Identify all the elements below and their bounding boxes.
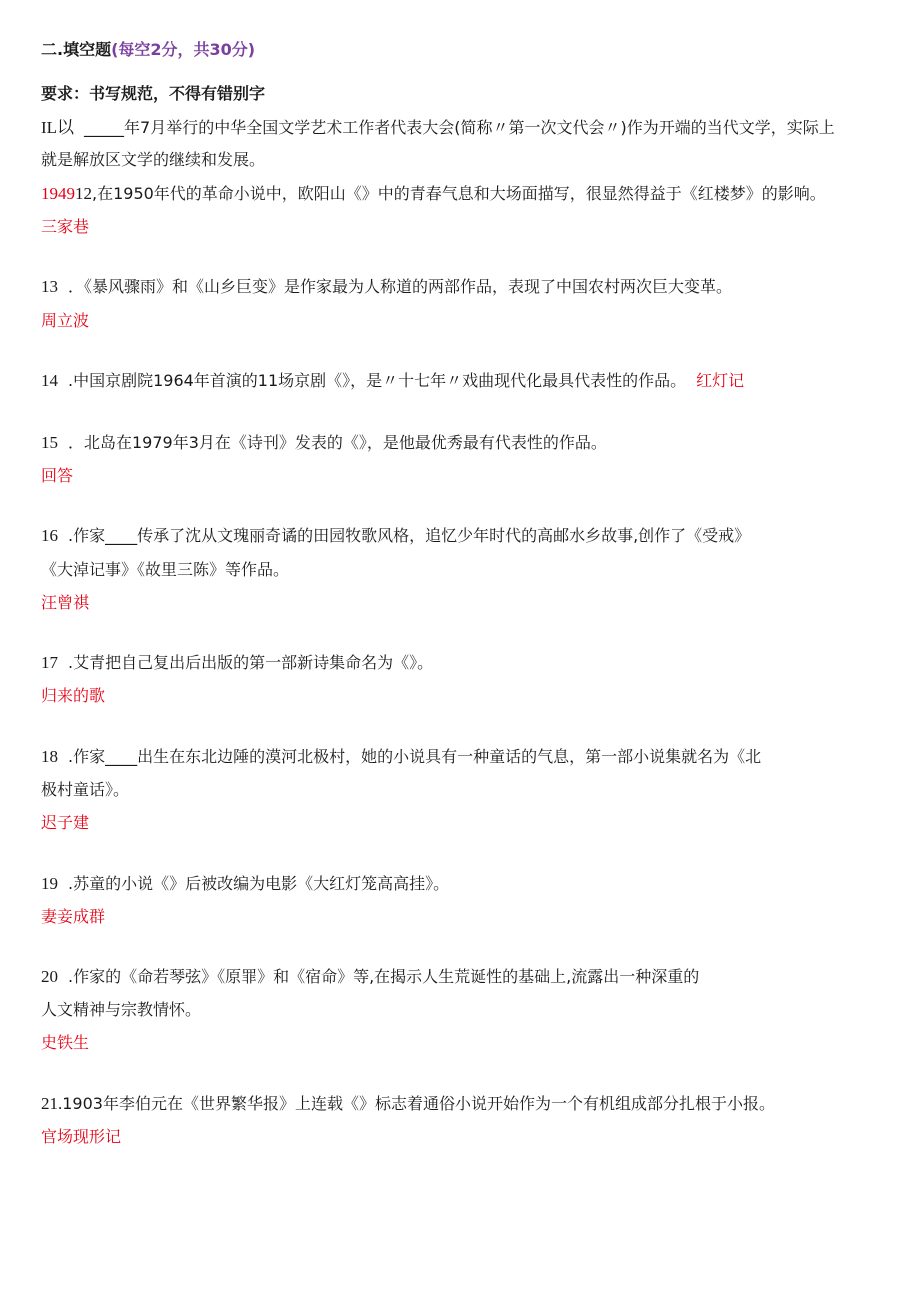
question-17-answer: 归来的歌 (41, 686, 106, 705)
question-21 (41, 1094, 775, 1114)
question-11-prefix: IL以 (41, 118, 75, 137)
question-15-number: 15 (41, 433, 58, 452)
section-requirement: 要求：书写规范，不得有错别字 (41, 84, 266, 103)
question-11-blank: _____ (84, 118, 125, 137)
question-15 (41, 433, 607, 453)
question-18-prefix: .作家 (68, 747, 106, 766)
question-13-number: 13 (41, 277, 58, 296)
question-15-answer: 回答 (41, 466, 74, 485)
question-16-text: 传承了沈从文瑰丽奇谲的田园牧歌风格，追忆少年时代的高邮水乡故事,创作了《受戒》 (137, 526, 751, 545)
question-19-answer: 妻妾成群 (41, 907, 106, 926)
question-19-text: .苏童的小说《》后被改编为电影《大红灯笼高高挂》。 (68, 874, 450, 893)
question-11-continuation: 就是解放区文学的继续和发展。 (41, 150, 266, 169)
question-16 (41, 526, 750, 546)
question-20 (41, 967, 699, 987)
question-20-text: .作家的《命若琴弦》《原罪》和《宿命》等,在揭示人生荒诞性的基础上,流露出一种深重的 (68, 967, 700, 986)
question-12-answer: 三家巷 (41, 217, 90, 236)
question-17-text: .艾青把自己复出后出版的第一部新诗集命名为《》。 (68, 653, 434, 672)
question-14-answer: 红灯记 (696, 371, 745, 390)
question-16-number: 16 (41, 526, 58, 545)
question-14-text: .中国京剧院1964年首演的11场京剧《》，是〃十七年〃戏曲现代化最具代表性的作品。 (68, 371, 687, 390)
question-17-number: 17 (41, 653, 58, 672)
section-scoring: (每空2分，共30分) (111, 40, 256, 59)
question-21-text: 1903年李伯元在《世界繁华报》上连载《》标志着通俗小说开始作为一个有机组成部分扎根于小报。 (62, 1094, 775, 1113)
question-16-continuation: 《大淖记事》《故里三陈》等作品。 (41, 560, 290, 579)
question-11-text: 年7月举行的中华全国文学艺术工作者代表大会(简称〃第一次文代会〃)作为开端的当代文学，实际上 (124, 118, 835, 137)
question-12 (41, 184, 826, 204)
question-18-text: 出生在东北边陲的漠河北极村，她的小说具有一种童话的气息，第一部小说集就名为《北 (137, 747, 762, 766)
question-13-text: ．《暴风骤雨》和《山乡巨变》是作家最为人称道的两部作品，表现了中国农村两次巨大变革。 (68, 277, 733, 296)
question-19-number: 19 (41, 874, 58, 893)
question-15-text: ．北岛在1979年3月在《诗刊》发表的《》，是他最优秀最有代表性的作品。 (68, 433, 607, 452)
question-18-answer: 迟子建 (41, 813, 90, 832)
question-19 (41, 874, 449, 894)
question-16-blank: ____ (105, 526, 138, 545)
question-11 (41, 118, 835, 138)
question-18-number: 18 (41, 747, 58, 766)
question-20-number: 20 (41, 967, 58, 986)
question-12-text: ,在1950年代的革命小说中，欧阳山《》中的青春气息和大场面描写，很显然得益于《红楼梦》的影响。 (92, 184, 826, 203)
question-20-continuation: 人文精神与宗教情怀。 (41, 1000, 202, 1019)
question-14 (41, 371, 744, 391)
question-14-number: 14 (41, 371, 58, 390)
question-13-answer: 周立波 (41, 311, 90, 330)
question-18 (41, 747, 761, 767)
question-20-answer: 史铁生 (41, 1033, 90, 1052)
section-heading (41, 40, 255, 60)
question-12-number: 12 (75, 184, 92, 203)
question-17 (41, 653, 433, 673)
section-title: 二.填空题 (41, 40, 112, 59)
question-21-answer: 官场现形记 (41, 1127, 122, 1146)
question-16-prefix: .作家 (68, 526, 106, 545)
question-16-answer: 汪曾祺 (41, 593, 90, 612)
question-21-number: 21. (41, 1094, 63, 1113)
question-18-continuation: 极村童话》。 (41, 780, 130, 799)
question-18-blank: ____ (105, 747, 138, 766)
question-13 (41, 277, 732, 297)
question-11-answer: 1949 (41, 184, 75, 203)
